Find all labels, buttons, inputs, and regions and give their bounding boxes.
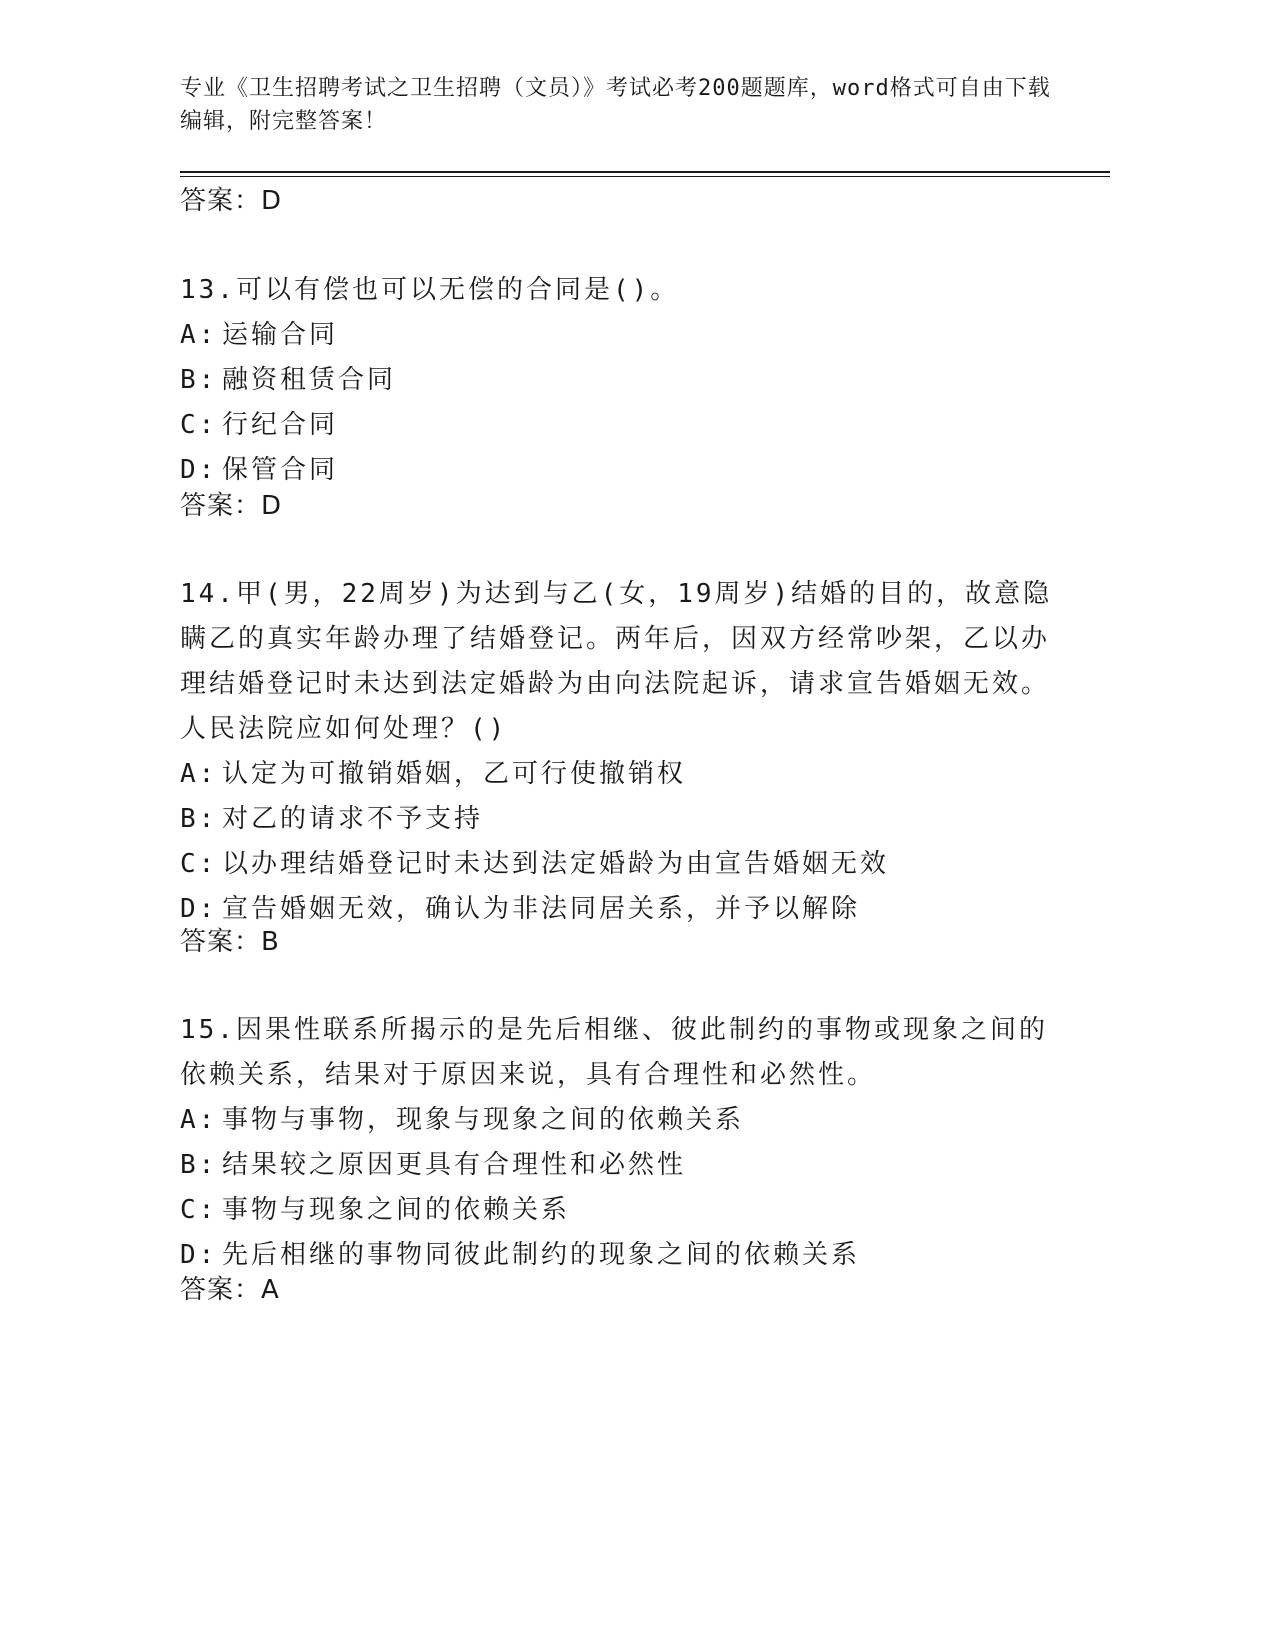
option-key: C: [180, 410, 218, 440]
answer-value: A [261, 1275, 280, 1305]
option-d [180, 448, 1060, 493]
option-key: A: [180, 759, 218, 789]
question-14 [180, 572, 1060, 932]
option-d [180, 1233, 1060, 1278]
question-text: 13.可以有偿也可以无偿的合同是()。 [180, 275, 680, 305]
option-text: 先后相继的事物同彼此制约的现象之间的依赖关系 [222, 1240, 861, 1270]
answer-line [180, 181, 282, 221]
answer-value: D [261, 491, 283, 521]
header-rule-thin [180, 176, 1110, 177]
page-header: 专业《卫生招聘考试之卫生招聘（文员）》考试必考200题题库，word格式可自由下载编辑，附完整答案！ [180, 76, 1051, 134]
answer-label: 答案： [180, 927, 262, 957]
option-text: 认定为可撤销婚姻，乙可行使撤销权 [222, 759, 687, 789]
option-text: 对乙的请求不予支持 [222, 804, 484, 834]
question-text: 14.甲(男，22周岁)为达到与乙(女，19周岁)结婚的目的，故意隐瞒乙的真实年龄办理了结婚登记。两年后，因双方经常吵架，乙以办理结婚登记时未达到法定婚龄为由向法院起诉，请求宣告婚姻无效。人民法院应如何处理？() [180, 579, 1053, 744]
question-13 [180, 268, 1060, 493]
option-text: 保管合同 [222, 455, 339, 485]
option-key: D: [180, 1240, 218, 1270]
option-a [180, 313, 1060, 358]
option-key: A: [180, 1105, 218, 1135]
header-rule-thick [180, 171, 1110, 173]
option-b [180, 1143, 1060, 1188]
option-b [180, 797, 1060, 842]
answer-value: B [261, 927, 280, 957]
option-c [180, 842, 1060, 887]
option-text: 运输合同 [222, 320, 339, 350]
option-a [180, 1098, 1060, 1143]
answer-line [180, 922, 280, 962]
option-text: 以办理结婚登记时未达到法定婚龄为由宣告婚姻无效 [222, 849, 890, 879]
answer-line [180, 486, 282, 526]
option-a [180, 752, 1060, 797]
answer-value: D [261, 186, 283, 216]
option-key: D: [180, 455, 218, 485]
answer-label: 答案： [180, 491, 262, 521]
answer-line [180, 1270, 280, 1310]
option-key: B: [180, 365, 218, 395]
option-key: C: [180, 849, 218, 879]
question-15 [180, 1008, 1060, 1278]
option-key: C: [180, 1195, 218, 1225]
option-key: D: [180, 894, 218, 924]
answer-label: 答案： [180, 186, 262, 216]
option-text: 宣告婚姻无效，确认为非法同居关系，并予以解除 [222, 894, 861, 924]
answer-label: 答案： [180, 1275, 262, 1305]
option-key: B: [180, 804, 218, 834]
option-d [180, 887, 1060, 932]
question-text: 15.因果性联系所揭示的是先后相继、彼此制约的事物或现象之间的依赖关系，结果对于原因来说，具有合理性和必然性。 [180, 1015, 1048, 1090]
option-text: 融资租赁合同 [222, 365, 397, 395]
option-text: 事物与现象之间的依赖关系 [222, 1195, 571, 1225]
option-text: 事物与事物，现象与现象之间的依赖关系 [222, 1105, 745, 1135]
option-text: 结果较之原因更具有合理性和必然性 [222, 1150, 687, 1180]
option-key: B: [180, 1150, 218, 1180]
option-text: 行纪合同 [222, 410, 339, 440]
option-key: A: [180, 320, 218, 350]
option-b [180, 358, 1060, 403]
option-c [180, 1188, 1060, 1233]
option-c [180, 403, 1060, 448]
